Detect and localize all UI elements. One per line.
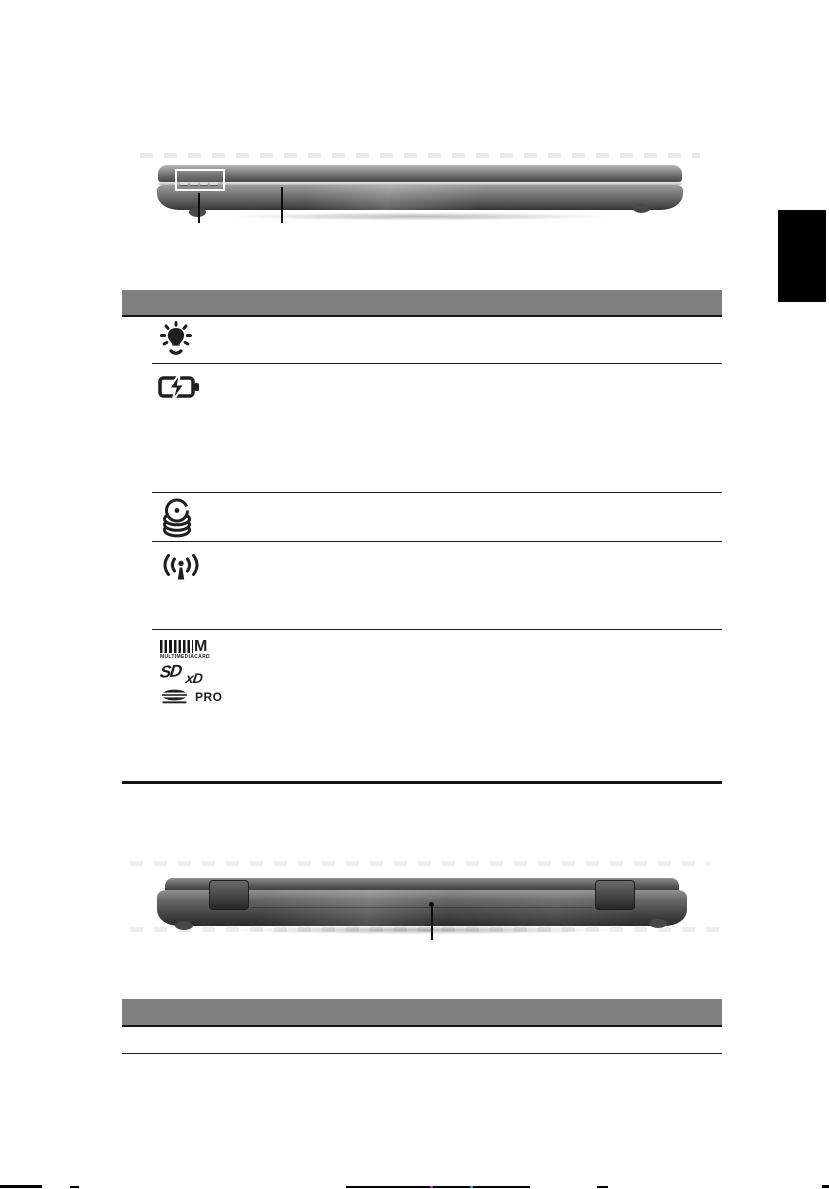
table-row-hdd [122, 493, 722, 542]
trim-mark [597, 1186, 608, 1188]
multimediacard-logo [160, 638, 230, 653]
battery-charging-icon [158, 373, 200, 406]
xd-logo: xD [184, 670, 204, 686]
laptop-shadow [167, 211, 673, 222]
table-header-bar [122, 999, 722, 1027]
hinge-left [209, 880, 249, 910]
laptop-foot [649, 919, 667, 928]
led-mark [180, 182, 188, 185]
laptop-foot [633, 204, 650, 213]
row-divider [122, 1053, 722, 1055]
multi-card-reader-logos [160, 638, 230, 704]
hdd-activity-icon [158, 498, 196, 543]
callout-line-2 [281, 187, 283, 223]
multimediacard-m: M [194, 638, 207, 655]
memory-stick-mark-icon [160, 689, 190, 704]
laptop-rear-view-image [157, 876, 687, 934]
hinge-right [595, 880, 635, 910]
status-led-panel [175, 169, 225, 191]
registration-speck [470, 1186, 473, 1188]
trim-mark [822, 1185, 829, 1188]
callout-line-1 [198, 193, 200, 223]
sd-xd-logos [160, 662, 230, 688]
battery-bay-seam [252, 907, 592, 908]
rear-view-table [122, 999, 722, 1054]
table-row-card-reader [122, 630, 722, 781]
laptop-front-view-image [157, 162, 684, 220]
scan-texture-strip [140, 153, 700, 158]
registration-speck [430, 1186, 433, 1188]
trim-mark [70, 1186, 79, 1188]
laptop-shadow [163, 924, 681, 936]
laptop-gloss-highlight [157, 185, 683, 210]
memory-stick-pro-logo [160, 689, 230, 704]
led-mark [210, 182, 218, 185]
table-row-battery-bay [122, 1027, 722, 1054]
table-row-power-led [122, 317, 722, 364]
multimediacard-bars-icon [160, 640, 193, 653]
scan-texture-strip [130, 861, 710, 866]
multimediacard-text: MULTIMEDIACARD [160, 654, 210, 660]
table-row-wireless [122, 542, 722, 630]
laptop-lid [158, 165, 682, 182]
callout-line-rear-1 [431, 906, 433, 940]
led-mark [190, 182, 198, 185]
front-view-table [122, 290, 722, 784]
laptop-foot [175, 921, 193, 930]
trim-mark [346, 1186, 530, 1188]
led-mark [200, 182, 208, 185]
sd-logo: SD [158, 661, 182, 682]
trim-mark [0, 1185, 42, 1188]
ms-pro-text: PRO [195, 689, 223, 704]
table-row-battery [122, 364, 722, 493]
wireless-signal-icon [158, 552, 204, 589]
table-header-bar [122, 290, 722, 317]
language-edge-tab [778, 210, 826, 302]
power-led-icon [158, 321, 194, 366]
